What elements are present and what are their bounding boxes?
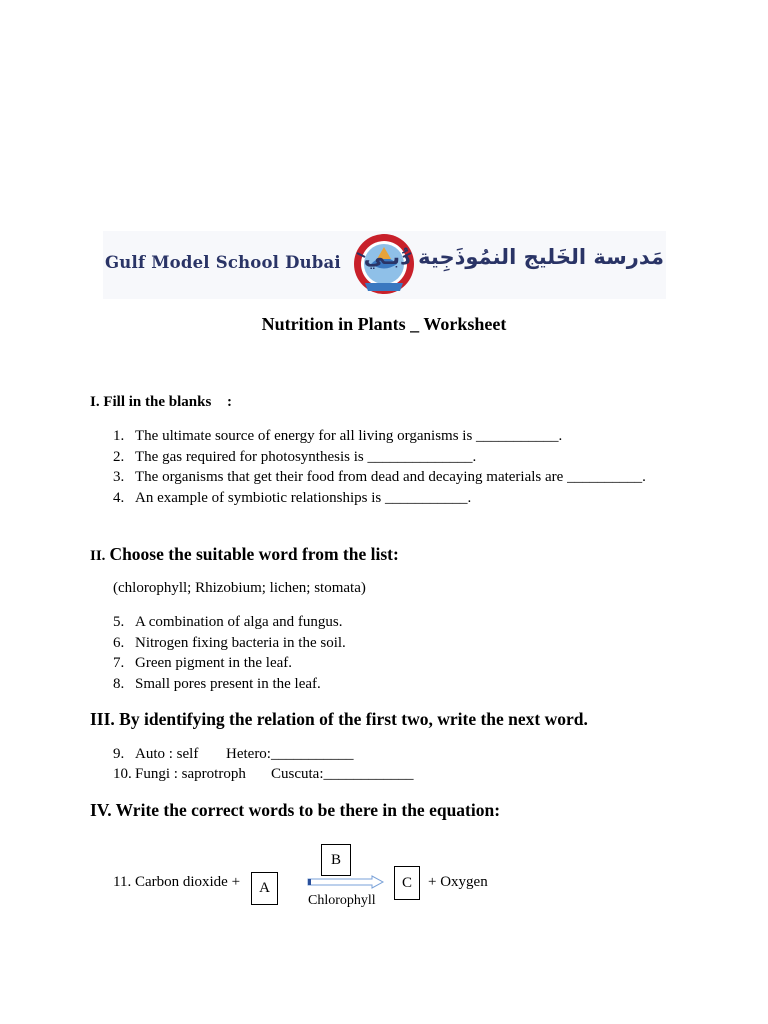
question-text: The organisms that get their food from dead and decaying materials are __________. — [135, 469, 646, 485]
section-1-title: Fill in the blanks — [103, 394, 212, 410]
school-name-arabic: مَدرسة الخَليج النمُوذَجِية دُبـي — [363, 245, 664, 269]
arrow-label: Chlorophyll — [308, 893, 376, 908]
analogy-pair: Auto : self — [135, 746, 199, 762]
question-text: Green pigment in the leaf. — [135, 655, 293, 671]
item-number: 9. — [113, 746, 125, 762]
section-1-numeral: I. — [90, 394, 100, 410]
question-text: The ultimate source of energy for all living organisms is ___________. — [135, 428, 563, 444]
question-text: Small pores present in the leaf. — [135, 676, 321, 692]
analogy-pair: Fungi : saprotroph — [135, 766, 246, 782]
reaction-arrow-icon — [306, 875, 386, 889]
school-header-banner — [103, 231, 666, 299]
item-number: 6. — [113, 635, 125, 651]
item-number: 7. — [113, 655, 125, 671]
question-text: A combination of alga and fungus. — [135, 614, 343, 630]
question-text: An example of symbiotic relationships is ___________. — [135, 490, 472, 506]
word-list: (chlorophyll; Rhizobium; lichen; stomata) — [113, 580, 366, 596]
item-number: 10. — [113, 766, 132, 782]
section-1-heading — [90, 394, 232, 411]
question-text: Nitrogen fixing bacteria in the soil. — [135, 635, 346, 651]
section-2-numeral: II. — [90, 548, 106, 564]
item-number: 5. — [113, 614, 125, 630]
item-number: 1. — [113, 428, 125, 444]
school-name-english: Gulf Model School Dubai — [105, 253, 341, 272]
equation-suffix: + Oxygen — [428, 874, 488, 890]
section-2-title: Choose the suitable word from the list: — [109, 544, 399, 564]
item-number: 3. — [113, 469, 125, 485]
worksheet-title: Nutrition in Plants _ Worksheet — [261, 314, 507, 334]
equation-box-c: C — [394, 866, 420, 900]
question-text: The gas required for photosynthesis is ______________. — [135, 449, 477, 465]
section-2-heading — [90, 544, 399, 565]
analogy-prompt: Cuscuta:____________ — [271, 766, 414, 782]
equation-box-b: B — [321, 844, 351, 876]
section-1-colon: : — [227, 394, 233, 410]
section-3-heading: III. By identifying the relation of the first two, write the next word. — [90, 709, 588, 729]
item-number: 4. — [113, 490, 125, 506]
equation-prefix: 11. Carbon dioxide + — [113, 874, 241, 890]
analogy-prompt: Hetero:___________ — [226, 746, 354, 762]
equation-box-a: A — [251, 872, 278, 905]
item-number: 8. — [113, 676, 125, 692]
item-number: 2. — [113, 449, 125, 465]
section-4-heading: IV. Write the correct words to be there in the equation: — [90, 800, 501, 820]
